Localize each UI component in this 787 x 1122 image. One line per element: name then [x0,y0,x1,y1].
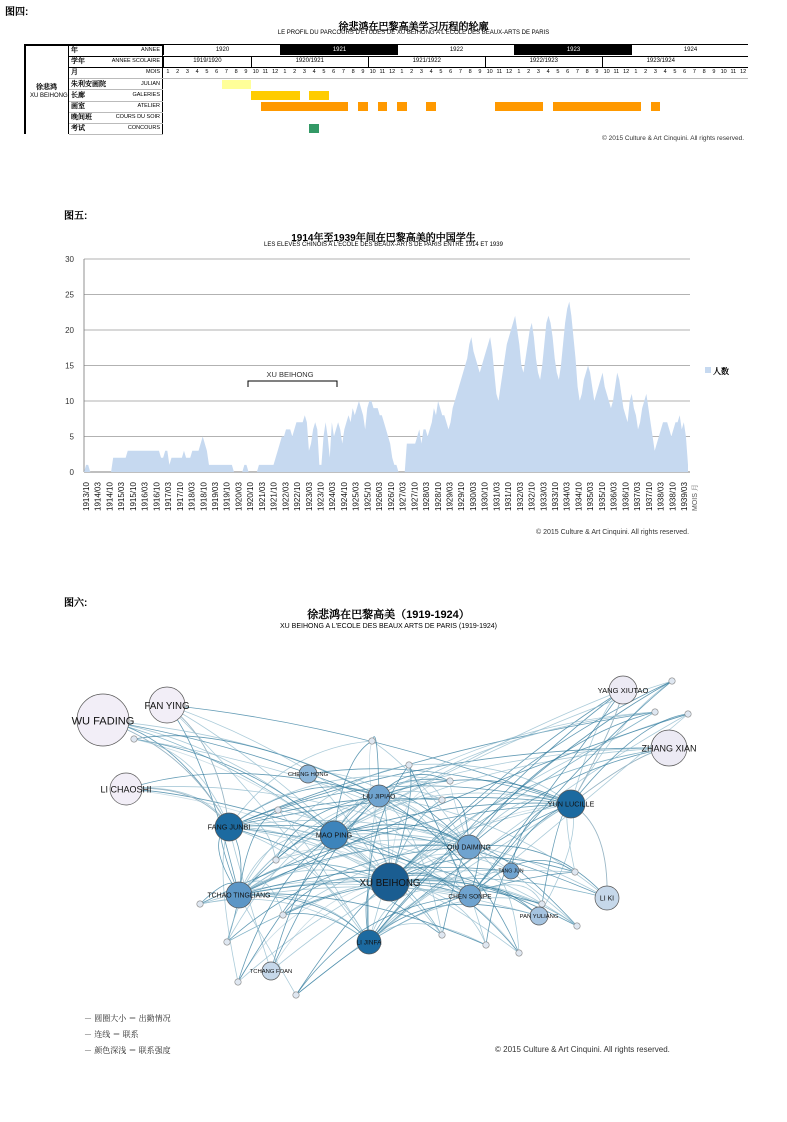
fig4-title-cn: 徐悲鸿在巴黎高美学习历程的轮廓 [338,22,489,33]
gantt-year-cell: 1922 [397,45,515,55]
gantt-month-cell: 12 [272,69,279,76]
area-x-tick-label: 1932/03 [515,482,525,511]
network-node-small [669,678,675,684]
gantt-row-label-fr: MOIS [145,69,160,76]
network-node-label: QIU DAIMING [447,844,491,852]
gantt-bar-atelier [358,102,368,111]
network-node-label: TANG JUN [498,868,524,875]
network-node-small [574,923,580,929]
gantt-row-label-cn: 长廊 [71,91,85,99]
gantt-month-cell: 1 [634,69,638,76]
area-x-tick-label: 1914/10 [105,482,115,511]
gantt-bar-julian [222,80,251,89]
area-x-tick-label: 1916/03 [140,482,150,511]
gantt-month-cell: 11 [262,69,269,76]
area-x-tick-label: 1930/03 [468,482,478,511]
area-x-tick-label: 1915/03 [117,482,127,511]
gantt-month-cell: 5 [439,69,443,76]
area-x-tick-label: 1937/10 [644,482,654,511]
gantt-month-cell: 10 [252,69,259,76]
gantt-month-cell: 9 [712,69,716,76]
fig6-legend-size: － 圆圈大小 ＝ 出勤情况 [84,1014,171,1023]
gantt-row-label-fr: ANNEE [141,47,160,53]
fig6-legend-line: － 连线 ＝ 联系 [84,1030,139,1039]
network-node-small [572,869,578,875]
network-node-small [685,711,691,717]
network-node-small [280,912,286,918]
network-node-label: YUN LUCILLE [547,799,595,809]
gantt-bar-atelier [261,102,349,111]
area-x-tick-label: 1926/03 [375,482,385,511]
area-x-tick-label: 1923/10 [316,482,326,511]
area-chart [0,250,787,550]
area-x-tick-label: 1920/10 [246,482,256,511]
area-x-tick-label: 1919/03 [210,482,220,511]
gantt-month-cell: 6 [215,69,219,76]
network-node-small [406,762,412,768]
gantt-month-cell: 4 [429,69,433,76]
area-x-tick-label: 1919/10 [222,482,232,511]
gantt-month-cell: 2 [644,69,648,76]
gantt-month-cell: 10 [486,69,493,76]
area-x-tick-label: 1922/03 [281,482,291,511]
gantt-month-cell: 2 [176,69,180,76]
gantt-row-label-fr: ANNEE SCOLAIRE [111,58,160,65]
gantt-bar-atelier [553,102,641,111]
gantt-row-label-cn: 画室 [71,103,85,110]
network-node-label: ZHANG XIAN [641,743,697,754]
network-node-label: FAN YING [144,700,190,712]
gantt-row-label-cn: 学年 [71,58,85,66]
gantt-month-cell: 7 [341,69,345,76]
network-node-label: LIU JIPIAO [362,793,396,801]
gantt-month-cell: 11 [613,69,620,76]
area-x-tick-label: 1922/10 [293,482,303,511]
area-y-tick-label: 15 [65,361,74,371]
gantt-year-cell: 1921 [280,45,398,55]
gantt-year-cell: 1920 [163,45,281,55]
fig6-title-cn: 徐悲鸿在巴黎高美（1919-1924） [307,609,470,621]
gantt-month-cell: 9 [595,69,599,76]
area-x-tick-label: 1935/03 [586,482,596,511]
area-x-tick-label: 1913/10 [82,482,91,511]
area-x-tick-label: 1928/10 [433,482,443,511]
gantt-month-cell: 10 [369,69,376,76]
fig6-legend-color: － 颜色深浅 ＝ 联系强度 [84,1046,171,1055]
gantt-month-cell: 5 [322,69,326,76]
fig5-title-cn: 1914年至1939年间在巴黎高美的中国学生 [291,233,476,244]
area-x-tick-label: 1921/03 [257,482,267,511]
gantt-month-cell: 10 [603,69,610,76]
gantt-month-cell: 5 [556,69,560,76]
area-x-tick-label: 1930/10 [480,482,490,511]
gantt-month-cell: 4 [663,69,667,76]
gantt-school-year-cell: 1920/1921 [251,56,368,67]
area-x-tick-label: 1918/10 [199,482,209,511]
area-x-tick-label: 1937/03 [633,482,643,511]
gantt-month-cell: 9 [244,69,248,76]
network-node-label: FANG JUNBI [207,822,251,832]
network-edge [571,804,607,898]
gantt-bar-atelier [378,102,388,111]
gantt-month-cell: 8 [351,69,355,76]
fig4-copyright: © 2015 Culture & Art Cinquini. All rights reserved. [602,135,745,142]
network-node-label: TCHAO TINGLIANG [207,892,271,900]
gantt-month-cell: 1 [166,69,170,76]
gantt-month-cell: 1 [283,69,287,76]
gantt-row-label-cn: 月 [71,69,78,77]
network-node-small [369,738,375,744]
gantt-bar-atelier [397,102,407,111]
area-x-tick-label: 1927/03 [398,482,408,511]
area-y-tick-label: 10 [65,397,74,406]
network-node-small [235,979,241,985]
gantt-month-cell: 4 [312,69,316,76]
network-node-small [275,807,281,813]
fig4-label: 图四: [5,7,29,18]
fig5-title-fr: LES ELEVES CHINOIS A L'ECOLE DES BEAUX-ARTS DE PARIS ENTRE 1914 ET 1939 [264,242,503,248]
area-x-tick-label: 1933/10 [551,482,561,511]
area-x-tick-label: 1923/03 [304,482,314,511]
network-edge [296,942,369,995]
network-node-label: WU FADING [71,715,135,728]
fig6-copyright: © 2015 Culture & Art Cinquini. All rights reserved. [495,1045,670,1054]
gantt-bar-atelier [495,102,544,111]
area-x-axis-label: MOIS 月 [692,484,699,511]
area-x-tick-label: 1928/03 [422,482,432,511]
network-node-small [439,797,445,803]
gantt-month-cell: 3 [185,69,189,76]
gantt-month-cell: 4 [195,69,199,76]
area-x-tick-label: 1931/03 [492,482,502,511]
gantt-row-label-fr: JULIAN [141,80,160,87]
gantt-bar-galeries [251,91,300,100]
gantt-row-label-fr: COURS DU SOIR [115,114,160,121]
area-x-tick-label: 1929/03 [445,482,455,511]
gantt-bar-concours [309,124,319,133]
gantt-month-cell: 4 [546,69,550,76]
network-node-label: LI KI [599,895,615,903]
gantt-row-label-cn: 晚间班 [71,114,92,122]
area-x-tick-label: 1924/03 [328,482,338,511]
area-legend-label: 人数 [713,367,729,376]
area-x-tick-label: 1936/10 [621,482,631,511]
area-y-ticks [65,255,74,477]
gantt-month-cell: 7 [224,69,228,76]
gantt-month-cell: 6 [332,69,336,76]
network-node-label: LI CHAOSHI [100,784,152,795]
network-edge [283,913,369,942]
area-x-tick-label: 1938/03 [656,482,666,511]
area-x-tick-label: 1927/10 [410,482,420,511]
area-x-tick-label: 1932/10 [527,482,537,511]
xu-beihong-bracket [248,381,337,387]
area-x-tick-label: 1929/10 [457,482,467,511]
area-x-tick-label: 1920/03 [234,482,244,511]
network-edges [103,681,688,995]
fig5-label: 图五: [64,211,88,222]
gantt-month-cell: 3 [302,69,306,76]
gantt-school-year-cell: 1919/1920 [163,56,251,67]
area-y-tick-label: 30 [65,255,74,264]
gantt-month-cell: 7 [692,69,696,76]
gantt-row-separator [69,134,163,135]
gantt-year-cell: 1924 [631,45,749,55]
network-node-label: CHENG HONG [287,771,329,778]
network-edge [369,904,539,942]
area-x-tick-label: 1931/10 [504,482,514,511]
area-x-tick-label: 1936/03 [609,482,619,511]
gantt-school-year-cell: 1922/1923 [485,56,602,67]
network-node-small [483,942,489,948]
area-x-tick-label: 1914/03 [93,482,103,511]
gantt-bar-galeries [309,91,329,100]
network-graph [0,640,787,1020]
gantt-row-label-cn: 朱利安画院 [71,80,106,88]
gantt-bar-atelier [651,102,661,111]
gantt-year-cell: 1923 [514,45,632,55]
area-x-tick-label: 1939/03 [680,482,689,511]
gantt-month-cell: 9 [361,69,365,76]
gantt-month-cell: 10 [720,69,727,76]
gantt-month-cell: 12 [389,69,396,76]
area-y-tick-label: 25 [65,290,74,300]
network-node-small [293,992,299,998]
gantt-month-cell: 2 [293,69,297,76]
network-node-small [447,778,453,784]
network-node-small [652,709,658,715]
gantt-left-border [24,44,26,134]
area-series-students [84,302,688,472]
gantt-row-label-fr: GALERIES [132,91,160,98]
network-edge [390,681,672,882]
network-node-small [439,932,445,938]
network-node-small [273,857,279,863]
network-node-label: TCHANG FOAN [249,968,293,975]
gantt-month-cell: 12 [740,69,747,76]
fig4-title-fr: LE PROFIL DU PARCOURS D'ETUDES DE XU BEIHONG A L'ECOLE DES BEAUX-ARTS DE PARIS [277,30,550,36]
gantt-row-label-fr: ATELIER [137,103,160,109]
area-x-ticks [82,482,699,511]
network-node-small [539,901,545,907]
area-x-tick-label: 1917/10 [175,482,185,511]
gantt-row-label-fr: CONCOURS [127,125,160,132]
gantt-chart [0,0,787,150]
gantt-month-cell: 2 [527,69,531,76]
network-node-small [131,736,137,742]
gantt-month-cell: 6 [566,69,570,76]
gantt-month-cell: 8 [585,69,589,76]
gantt-person-en: XU BEIHONG [30,93,68,99]
gantt-month-cell: 1 [517,69,521,76]
gantt-bar-atelier [426,102,436,111]
gantt-month-cell: 8 [234,69,238,76]
area-x-tick-label: 1917/03 [164,482,174,511]
gantt-month-cell: 3 [653,69,657,76]
network-node-label: CHEN SONPE [448,893,492,901]
area-y-tick-label: 20 [65,326,74,335]
gantt-person-cn: 徐悲鸿 [36,84,57,91]
gantt-row-label-cn: 考试 [71,125,85,133]
gantt-month-cell: 7 [458,69,462,76]
area-x-tick-label: 1925/10 [363,482,373,511]
area-x-tick-label: 1938/10 [668,482,678,511]
area-x-tick-label: 1926/10 [386,482,396,511]
network-edge [227,796,379,942]
fig6-label: 图六: [64,598,88,609]
network-node-label: YANG XIUTAO [597,685,649,695]
area-x-tick-label: 1925/03 [351,482,361,511]
gantt-month-cell: 5 [673,69,677,76]
area-x-tick-label: 1935/10 [597,482,607,511]
network-node-label: PAN YULIANG [519,913,559,920]
gantt-school-year-cell: 1921/1922 [368,56,485,67]
area-x-tick-label: 1934/03 [562,482,572,511]
gantt-month-cell: 11 [496,69,503,76]
area-legend-swatch [705,367,711,373]
network-edge [296,896,470,995]
gantt-month-cell: 1 [400,69,404,76]
network-node-label: XU BEIHONG [359,877,421,889]
gantt-month-cell: 8 [468,69,472,76]
gantt-month-cell: 11 [730,69,737,76]
area-y-tick-label: 5 [69,432,74,442]
network-edge [469,712,655,847]
network-node-label: MAO PING [315,830,353,840]
gantt-month-cell: 9 [478,69,482,76]
network-node-small [224,939,230,945]
network-node-small [197,901,203,907]
area-x-tick-label: 1921/10 [269,482,279,511]
area-x-tick-label: 1915/10 [128,482,138,511]
gantt-month-cell: 3 [536,69,540,76]
gantt-month-cell: 7 [575,69,579,76]
network-node-label: LI JINFA [356,939,382,947]
area-x-tick-label: 1918/03 [187,482,197,511]
area-y-tick-label: 0 [69,468,74,477]
gantt-month-cell: 12 [623,69,630,76]
gantt-month-cell: 3 [419,69,423,76]
gantt-month-cell: 6 [449,69,453,76]
gantt-month-cell: 6 [683,69,687,76]
gantt-school-year-cell: 1923/1924 [602,56,719,67]
fig5-copyright: © 2015 Culture & Art Cinquini. All rights reserved. [536,529,690,536]
gantt-row-label-cn: 年 [71,47,78,54]
area-x-tick-label: 1916/10 [152,482,162,511]
network-edge [369,741,390,882]
network-node-small [516,950,522,956]
area-x-tick-label: 1934/10 [574,482,584,511]
gantt-month-cell: 5 [205,69,209,76]
gantt-month-cell: 11 [379,69,386,76]
gantt-month-cell: 2 [410,69,414,76]
area-x-tick-label: 1933/03 [539,482,549,511]
gantt-month-cell: 8 [702,69,706,76]
area-annotation: XU BEIHONG [266,370,314,379]
gantt-month-cell: 12 [506,69,513,76]
fig6-title-fr: XU BEIHONG A L'ECOLE DES BEAUX ARTS DE PARIS (1919-1924) [280,623,497,630]
area-x-tick-label: 1924/10 [339,482,349,511]
